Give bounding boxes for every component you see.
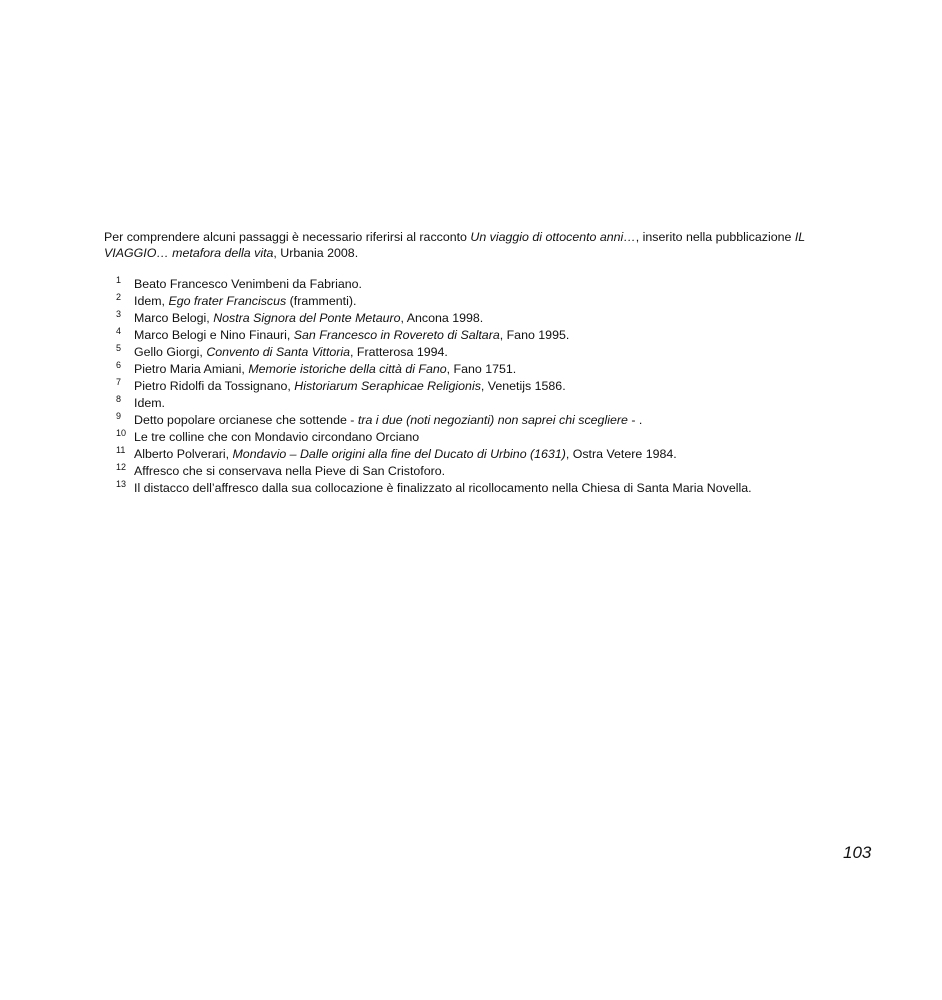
footnote-text-tail: , Ostra Vetere 1984. (565, 447, 677, 461)
footnote-text-tail: , Fano 1995. (499, 328, 570, 342)
footnote-number: 1 (116, 275, 122, 285)
footnote-text (134, 276, 362, 292)
footnote-number: 5 (116, 343, 122, 353)
footnote (116, 327, 856, 344)
intro-paragraph (104, 229, 834, 261)
footnote-text-plain: Pietro Ridolfi da Tossignano, (134, 379, 295, 393)
footnote (116, 463, 856, 480)
footnote-text-plain: Alberto Polverari, (134, 447, 233, 461)
footnote-text-tail: , Fratterosa 1994. (350, 345, 448, 359)
footnote-text-plain: Pietro Maria Amiani, (134, 362, 249, 376)
footnote (116, 344, 856, 361)
footnote-text (134, 412, 642, 428)
footnote (116, 378, 856, 395)
footnote-number: 7 (116, 377, 122, 387)
footnote-text-plain: Le tre colline che con Mondavio circondano Orciano (134, 430, 420, 444)
footnote (116, 395, 856, 412)
footnote (116, 310, 856, 327)
footnote-text-italic: Ego frater Franciscus (168, 294, 287, 308)
footnote-text (134, 480, 752, 496)
footnote-text-tail: , Venetijs 1586. (480, 379, 566, 393)
footnote-text (134, 293, 356, 309)
footnote (116, 412, 856, 429)
footnote-text (134, 463, 445, 479)
footnote-text-italic: Memorie istoriche della città di Fano (248, 362, 447, 376)
footnote-number: 13 (116, 479, 127, 489)
footnote (116, 361, 856, 378)
page-number: 103 (843, 843, 872, 862)
footnote-text-italic: Historiarum Seraphicae Religionis (294, 379, 481, 393)
footnote-text-plain: Detto popolare orcianese che sottende - (134, 413, 358, 427)
footnote-text (134, 310, 483, 326)
footnote-text-plain: Idem, (134, 294, 169, 308)
footnote-text (134, 446, 677, 462)
footnote-text (134, 378, 566, 394)
intro-title-viaggio: Un viaggio di ottocento anni… (470, 230, 636, 244)
footnote-text-tail: - . (627, 413, 643, 427)
footnote-number: 12 (116, 462, 127, 472)
footnote (116, 276, 856, 293)
footnote-text-tail: , Fano 1751. (446, 362, 517, 376)
intro-text-3: , Urbania 2008. (273, 246, 359, 260)
footnote-text-plain: Marco Belogi, (134, 311, 214, 325)
footnote-text-plain: Gello Giorgi, (134, 345, 207, 359)
footnote-number: 6 (116, 360, 122, 370)
footnote-number: 9 (116, 411, 122, 421)
footnote-number: 10 (116, 428, 127, 438)
footnote-number: 3 (116, 309, 122, 319)
footnotes-list (116, 276, 856, 497)
footnote-text-plain: Marco Belogi e Nino Finauri, (134, 328, 294, 342)
footnote-number: 4 (116, 326, 122, 336)
footnote-text (134, 429, 419, 445)
intro-text-1: Per comprendere alcuni passaggi è necessario riferirsi al racconto (104, 230, 471, 244)
footnote-text-italic: tra i due (noti negozianti) non saprei chi scegliere (357, 413, 628, 427)
footnote-text (134, 327, 569, 343)
footnote-text-italic: Nostra Signora del Ponte Metauro (213, 311, 401, 325)
footnote-text (134, 395, 165, 411)
intro-text-2: , inserito nella pubblicazione (635, 230, 795, 244)
footnote (116, 446, 856, 463)
footnote-text-italic: Convento di Santa Vittoria (206, 345, 351, 359)
footnote-text-plain: Idem. (134, 396, 165, 410)
footnote-text-italic: San Francesco in Rovereto di Saltara (293, 328, 500, 342)
footnote-number: 11 (116, 445, 126, 455)
footnote (116, 429, 856, 446)
footnote-text-tail: (frammenti). (286, 294, 357, 308)
footnote (116, 293, 856, 310)
footnote-text-plain: Affresco che si conservava nella Pieve di San Cristoforo. (134, 464, 446, 478)
footnote-text-plain: Beato Francesco Venimbeni da Fabriano. (134, 277, 362, 291)
footnote (116, 480, 856, 497)
footnote-text (134, 361, 516, 377)
footnote-number: 8 (116, 394, 122, 404)
intro-publication-title: IL VIAGGIO… metafora della vita (104, 230, 805, 260)
footnote-text (134, 344, 448, 360)
footnote-number: 2 (116, 292, 122, 302)
footnote-text-plain: Il distacco dell’affresco dalla sua collocazione è finalizzato al ricollocamento nella Chiesa di Santa Maria Novella. (134, 481, 752, 495)
footnote-text-italic: Mondavio – Dalle origini alla fine del Ducato di Urbino (1631) (232, 447, 566, 461)
footnote-text-tail: , Ancona 1998. (400, 311, 484, 325)
